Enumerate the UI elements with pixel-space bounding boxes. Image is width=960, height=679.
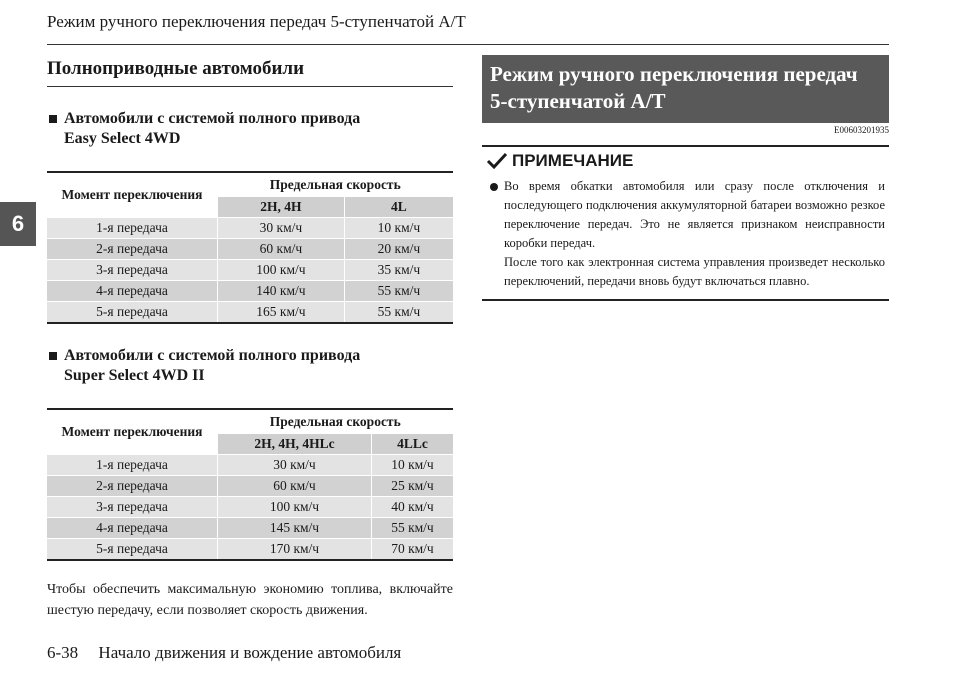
heading-line: Super Select 4WD II (64, 367, 205, 384)
speed-cell: 100 км/ч (218, 260, 345, 281)
banner-line: Режим ручного переключения передач (490, 62, 858, 86)
super-select-heading (47, 346, 453, 386)
left-column (47, 58, 453, 621)
table-row (47, 497, 453, 518)
table-row (47, 281, 453, 302)
note-paragraph: После того как электронная система управления произведет несколько переключений, передачи вновь будут включаться плавно. (504, 255, 885, 288)
square-bullet-icon (49, 115, 57, 123)
speed-cell: 60 км/ч (218, 476, 372, 497)
table-row (47, 260, 453, 281)
col-header-moment: Момент переключения (47, 409, 218, 455)
note-item (482, 177, 885, 291)
speed-cell: 100 км/ч (218, 497, 372, 518)
table-row (47, 302, 453, 324)
sub-col-header: 4L (344, 197, 453, 218)
speed-cell: 10 км/ч (371, 455, 453, 476)
gear-cell: 4-я передача (47, 281, 218, 302)
note-box (482, 145, 889, 301)
speed-cell: 165 км/ч (218, 302, 345, 324)
running-header: Режим ручного переключения передач 5-ступенчатой А/Т (47, 12, 466, 31)
fuel-economy-tip: Чтобы обеспечить максимальную экономию топлива, включайте шестую передачу, если позволяет скорость движения. (47, 582, 453, 618)
section-code: E00603201935 (834, 125, 889, 135)
right-column (482, 55, 889, 301)
gear-cell: 5-я передача (47, 539, 218, 561)
table-row (47, 476, 453, 497)
chapter-title: Начало движения и вождение автомобиля (98, 643, 402, 662)
sub-col-header: 2H, 4H (218, 197, 345, 218)
speed-cell: 70 км/ч (371, 539, 453, 561)
section-banner (482, 55, 889, 123)
section-title: Полноприводные автомобили (47, 58, 453, 87)
checkmark-icon (486, 152, 508, 170)
sub-col-header: 4LLc (371, 434, 453, 455)
note-title: ПРИМЕЧАНИЕ (512, 151, 634, 170)
heading-line: Автомобили с системой полного привода (64, 110, 361, 127)
speed-cell: 145 км/ч (218, 518, 372, 539)
super-select-speed-table (47, 408, 453, 561)
speed-cell: 25 км/ч (371, 476, 453, 497)
gear-cell: 2-я передача (47, 239, 218, 260)
speed-cell: 30 км/ч (218, 455, 372, 476)
banner-line: 5-ступенчатой А/Т (490, 89, 666, 113)
speed-cell: 35 км/ч (344, 260, 453, 281)
page-number: 6-38 (47, 643, 79, 662)
table-row (47, 455, 453, 476)
table-row (47, 518, 453, 539)
note-paragraph: Во время обкатки автомобиля или сразу после отключения и последующего подключения аккумуляторной батареи возможно резкое переключение передач. Это не является признаком неисправности коробки передач. (504, 179, 885, 250)
speed-cell: 10 км/ч (344, 218, 453, 239)
speed-cell: 170 км/ч (218, 539, 372, 561)
gear-cell: 1-я передача (47, 455, 218, 476)
gear-cell: 3-я передача (47, 260, 218, 281)
header-divider (47, 44, 889, 45)
note-header (482, 151, 885, 171)
speed-cell: 20 км/ч (344, 239, 453, 260)
speed-cell: 30 км/ч (218, 218, 345, 239)
gear-cell: 3-я передача (47, 497, 218, 518)
speed-cell: 55 км/ч (344, 302, 453, 324)
easy-select-speed-table (47, 171, 453, 324)
square-bullet-icon (49, 352, 57, 360)
gear-cell: 4-я передача (47, 518, 218, 539)
gear-cell: 5-я передача (47, 302, 218, 324)
speed-cell: 40 км/ч (371, 497, 453, 518)
speed-cell: 55 км/ч (371, 518, 453, 539)
table-row (47, 539, 453, 561)
heading-line: Easy Select 4WD (64, 130, 181, 147)
speed-cell: 60 км/ч (218, 239, 345, 260)
heading-line: Автомобили с системой полного привода (64, 347, 361, 364)
col-header-moment: Момент переключения (47, 172, 218, 218)
gear-cell: 2-я передача (47, 476, 218, 497)
table-row (47, 239, 453, 260)
sub-col-header: 2H, 4H, 4HLc (218, 434, 372, 455)
speed-cell: 140 км/ч (218, 281, 345, 302)
gear-cell: 1-я передача (47, 218, 218, 239)
round-bullet-icon (490, 183, 498, 191)
col-header-speed: Предельная скорость (218, 172, 454, 197)
table-row (47, 218, 453, 239)
col-header-speed: Предельная скорость (218, 409, 454, 434)
easy-select-heading (47, 109, 453, 149)
speed-cell: 55 км/ч (344, 281, 453, 302)
chapter-tab[interactable]: 6 (0, 202, 36, 246)
page-footer (47, 643, 401, 663)
